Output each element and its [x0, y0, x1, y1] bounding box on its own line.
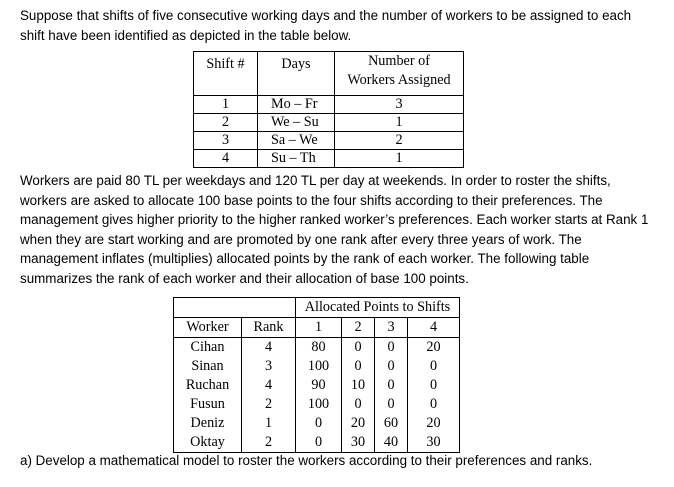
header-workers-line2: Workers Assigned: [347, 72, 451, 88]
cell-rank: 1: [242, 414, 296, 433]
cell-shift-2: 20: [342, 414, 375, 433]
cell-shift-2: 30: [342, 433, 375, 453]
header-shift-1: 1: [296, 318, 342, 338]
header-shift-2: 2: [342, 318, 375, 338]
cell-shift-4: 0: [408, 395, 460, 414]
cell-rank: 3: [242, 357, 296, 376]
cell-shift-1: 80: [311, 339, 326, 355]
table-row: [194, 150, 464, 168]
points-table-group-header: [174, 298, 460, 318]
header-shift-4: 4: [408, 318, 460, 338]
cell-shift-4: 20: [408, 338, 460, 358]
cell-worker: Ruchan: [174, 376, 242, 395]
cell-shift-1: 0: [314, 415, 323, 431]
cell-shift-1: 100: [307, 396, 330, 412]
cell-shift-3: 0: [375, 376, 408, 395]
cell-workers: 3: [335, 96, 464, 114]
cell-shift-2: 0: [342, 357, 375, 376]
cell-shift-3: 0: [375, 395, 408, 414]
header-days: Days: [258, 52, 335, 96]
table-row: [194, 132, 464, 150]
cell-workers: 1: [335, 114, 464, 132]
cell-shift-3: 60: [375, 414, 408, 433]
table-row: [174, 414, 460, 433]
cell-rank: 2: [242, 433, 296, 453]
header-allocated-points: Allocated Points to Shifts: [296, 298, 460, 318]
table-row: [194, 114, 464, 132]
cell-workers: 2: [335, 132, 464, 150]
cell-shift-4: 30: [408, 433, 460, 453]
cell-shift-2: 0: [342, 395, 375, 414]
cell-shift-3: 0: [375, 357, 408, 376]
cell-shift-2: 0: [342, 338, 375, 358]
table-row: [174, 338, 460, 358]
description-paragraph: Workers are paid 80 TL per weekdays and 120 TL per day at weekends. In order to roster the shifts, workers are asked to allocate 100 base points to the four shifts according to their preferences. The management gives higher priority to the higher ranked worker’s preferences. Each worker starts at Rank 1 when they are start working and are promoted by one rank after every three years of work. The management inflates (multiplies) allocated points by the rank of each worker. The following table summarizes the rank of each worker and their allocation of base 100 points.: [20, 173, 649, 286]
table-row: [174, 376, 460, 395]
cell-shift-4: 0: [408, 357, 460, 376]
points-table-header: [174, 318, 460, 338]
points-table: [173, 297, 460, 453]
table-row: [174, 395, 460, 414]
header-shift-3: 3: [375, 318, 408, 338]
cell-worker: Cihan: [174, 338, 242, 358]
cell-shift: 1: [194, 96, 258, 114]
cell-shift: 2: [194, 114, 258, 132]
cell-days: Su – Th: [258, 150, 335, 168]
cell-shift-2: 10: [342, 376, 375, 395]
cell-days: Mo – Fr: [258, 96, 335, 114]
intro-paragraph: Suppose that shifts of five consecutive working days and the number of workers to be assigned to each shift have been identified as depicted in the table below.: [20, 8, 632, 43]
cell-shift-3: 40: [375, 433, 408, 453]
header-worker: Worker: [174, 318, 242, 338]
question-paragraph: a) Develop a mathematical model to roster the workers according to their preferences and ranks.: [20, 453, 593, 468]
cell-shift-3: 0: [375, 338, 408, 358]
header-rank: Rank: [242, 318, 296, 338]
cell-rank: 4: [242, 338, 296, 358]
table-row: [174, 357, 460, 376]
cell-worker: Sinan: [174, 357, 242, 376]
header-shift: Shift #: [194, 52, 258, 96]
header-workers-line1: Number of: [368, 53, 430, 69]
cell-shift-1: 0: [296, 433, 342, 453]
table-row: [194, 96, 464, 114]
cell-worker: Fusun: [174, 395, 242, 414]
cell-shift-1: 100: [307, 358, 330, 374]
cell-days: We – Su: [258, 114, 335, 132]
cell-shift-4: 20: [408, 414, 460, 433]
cell-workers: 1: [335, 150, 464, 168]
cell-days: Sa – We: [258, 132, 335, 150]
header-workers: [335, 52, 464, 96]
cell-shift-4: 0: [408, 376, 460, 395]
cell-rank: 2: [242, 395, 296, 414]
cell-shift: 3: [194, 132, 258, 150]
shift-table-header: [194, 52, 464, 96]
cell-rank: 4: [242, 376, 296, 395]
shift-table: [193, 51, 464, 168]
table-row: [174, 433, 460, 453]
cell-worker: Oktay: [174, 433, 242, 453]
cell-shift-1: 90: [311, 377, 326, 393]
cell-worker: Deniz: [174, 414, 242, 433]
cell-shift: 4: [194, 150, 258, 168]
